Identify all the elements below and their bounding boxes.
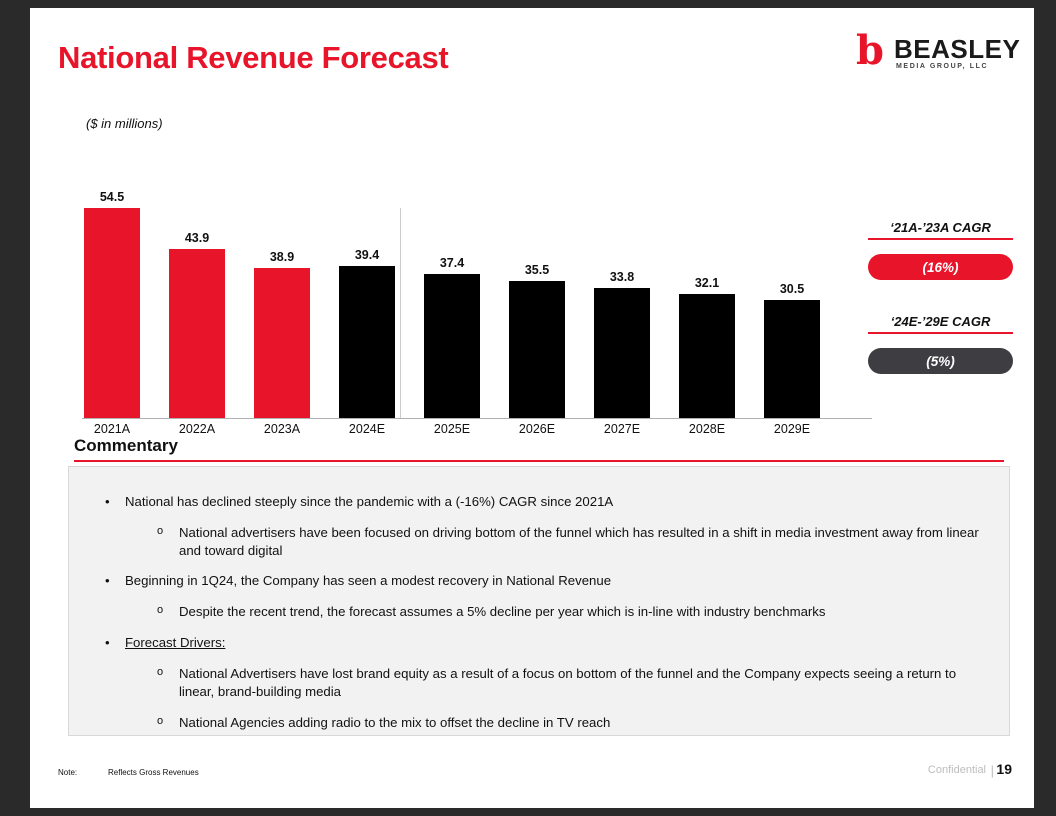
bar-value-label: 30.5 (779, 282, 805, 296)
bar-column (254, 250, 310, 418)
bullet-text: Beginning in 1Q24, the Company has seen a modest recovery in National Revenue (125, 573, 612, 589)
page-title: National Revenue Forecast (58, 40, 449, 75)
footer-separator: | (990, 763, 994, 778)
list-item (101, 572, 981, 590)
list-item (101, 634, 981, 652)
x-label: 2023A (263, 422, 301, 436)
bar-column (509, 263, 565, 418)
bar-2024e (339, 266, 395, 418)
cagr-actual-value: (16%) (868, 254, 1013, 280)
bar-column (339, 248, 395, 418)
list-item (101, 603, 981, 621)
bar-value-label: 32.1 (694, 276, 720, 290)
list-item (101, 665, 981, 701)
logo-mark-icon: b (856, 27, 884, 74)
revenue-bar-chart (82, 158, 872, 418)
cagr-actual-label: ‘21A-’23A CAGR (890, 220, 991, 235)
bullet-text: National Advertisers have lost brand equity as a result of a focus on bottom of the funnel and the Company expects seeing a return to linear, brand-building media (179, 665, 957, 699)
bar-value-label: 35.5 (524, 263, 550, 277)
chart-x-axis-labels (82, 422, 872, 444)
x-label: 2026E (518, 422, 556, 436)
list-item (101, 714, 981, 732)
bar-2028e (679, 294, 735, 418)
footnote-label: Note: (58, 768, 78, 777)
bullet-text: National has declined steeply since the pandemic with a (-16%) CAGR since 2021A (125, 494, 614, 509)
logo-brand-text: BEASLEY (894, 34, 1021, 64)
bar-column (84, 190, 140, 418)
bar-value-label: 54.5 (99, 190, 125, 204)
bullet-text: Despite the recent trend, the forecast assumes a 5% decline per year which is in-line with industry benchmarks (179, 604, 826, 620)
cagr-estimate-label: ‘24E-’29E CAGR (890, 314, 991, 329)
bar-column (424, 256, 480, 418)
cagr-actual-rule (868, 238, 1013, 240)
bar-column (169, 231, 225, 418)
bar-column (594, 270, 650, 418)
list-item (101, 493, 981, 511)
chart-axis-line (82, 418, 872, 419)
logo-subtitle-text: MEDIA GROUP, LLC (896, 63, 989, 70)
bar-2029e (764, 300, 820, 418)
bar-2025e (424, 274, 480, 418)
cagr-callout-estimate (868, 314, 1013, 374)
commentary-heading: Commentary (74, 436, 178, 455)
bar-2022a (169, 249, 225, 418)
x-label: 2021A (93, 422, 131, 436)
bullet-marker: o (157, 714, 164, 727)
units-note: ($ in millions) (86, 116, 163, 131)
bullet-text: National advertisers have been focused on driving bottom of the funnel which has resulted in a shift in media investment away from linear and toward digital (179, 524, 979, 558)
bullet-marker: o (157, 524, 164, 537)
bullet-marker: • (105, 494, 110, 509)
footnote-text: Reflects Gross Revenues (108, 768, 199, 777)
x-label: 2025E (433, 422, 471, 436)
cagr-estimate-value: (5%) (868, 348, 1013, 374)
commentary-panel (68, 466, 1010, 736)
chart-section-divider (400, 208, 401, 418)
x-label: 2028E (688, 422, 726, 436)
bar-2023a (254, 268, 310, 418)
bar-column (764, 282, 820, 418)
bar-value-label: 39.4 (354, 248, 380, 262)
cagr-estimate-rule (868, 332, 1013, 334)
bar-value-label: 37.4 (439, 256, 465, 270)
x-label: 2022A (178, 422, 216, 436)
bar-value-label: 33.8 (609, 270, 635, 284)
list-item (101, 524, 981, 560)
bar-2027e (594, 288, 650, 418)
bar-value-label: 38.9 (269, 250, 295, 264)
bar-2021a (84, 208, 140, 418)
bullet-marker: • (105, 573, 110, 589)
commentary-rule (74, 460, 1004, 462)
bar-2026e (509, 281, 565, 418)
bar-column (679, 276, 735, 418)
slide-canvas (30, 8, 1034, 808)
bullet-text: Forecast Drivers: (125, 635, 226, 651)
bullet-marker: o (157, 665, 164, 678)
x-label: 2029E (773, 422, 811, 436)
x-label: 2024E (348, 422, 386, 436)
bullet-text: National Agencies adding radio to the mix to offset the decline in TV reach (179, 714, 611, 730)
bullet-marker: • (105, 635, 110, 651)
confidential-label: Confidential (927, 764, 986, 776)
cagr-callout-actual (868, 220, 1013, 280)
commentary-bullet-list (101, 493, 981, 744)
page-number: 19 (996, 761, 1012, 777)
bullet-marker: o (157, 604, 164, 617)
bar-value-label: 43.9 (184, 231, 210, 245)
x-label: 2027E (603, 422, 641, 436)
beasley-logo (856, 27, 1021, 82)
